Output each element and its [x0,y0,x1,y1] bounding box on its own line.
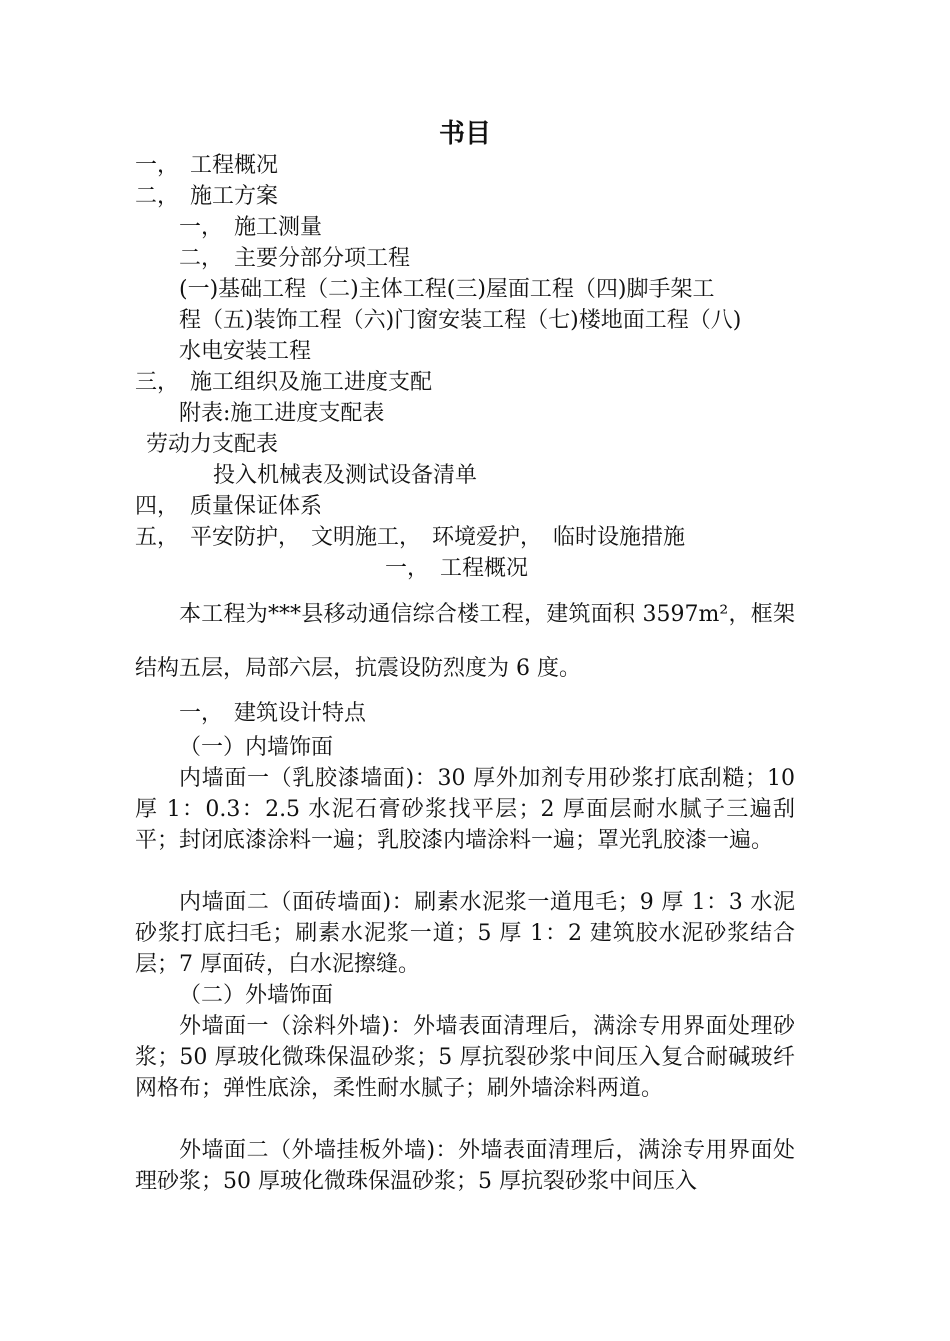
toc-item-3: 三， 施工组织及施工进度支配 [135,370,433,395]
toc-item-1: 一， 工程概况 [135,153,279,178]
sub-heading: 一， 建筑设计特点 [179,701,367,726]
toc-item-4: 四， 质量保证体系 [135,494,323,519]
overview-paragraph: 本工程为***县移动通信综合楼工程，建筑面积 3597m²，框架结构五层，局部六层，抗震设防烈度为 6 度。 [135,602,795,681]
section-heading: 一， 工程概况 [385,556,529,581]
outer-wall-paragraph-1: 外墙面一（涂料外墙)：外墙表面清理后，满涂专用界面处理砂浆；50 厚玻化微珠保温砂浆；5 厚抗裂砂浆中间压入复合耐碱玻纤网格布；弹性底涂，柔性耐水腻子；刷外墙涂料两道。 [135,1014,795,1101]
inner-wall-heading: （一）内墙饰面 [179,735,334,760]
inner-wall-paragraph-2: 内墙面二（面砖墙面)：刷素水泥浆一道甩毛；9 厚 1：3 水泥砂浆打底扫毛；刷素水泥浆一道；5 厚 1：2 建筑胶水泥砂浆结合层；7 厚面砖，白水泥擦缝。 [135,890,795,977]
toc-appendix-2: 劳动力支配表 [146,432,279,457]
toc-subitem-list-line-2: 程（五)装饰工程（六)门窗安装工程（七)楼地面工程（八) [179,308,742,333]
toc-subitem-list-line-3: 水电安装工程 [179,339,312,364]
inner-wall-paragraph-1: 内墙面一（乳胶漆墙面)：30 厚外加剂专用砂浆打底刮糙；10 厚 1：0.3：2.5 水泥石膏砂浆找平层；2 厚面层耐水腻子三遍刮平；封闭底漆涂料一遍；乳胶漆内墙涂料一遍；罩光乳胶漆一遍。 [135,766,795,853]
toc-item-5: 五， 平安防护， 文明施工， 环境爱护， 临时设施措施 [135,525,686,550]
toc-item-2: 二， 施工方案 [135,184,279,209]
toc-appendix-3: 投入机械表及测试设备清单 [213,463,478,488]
toc-subitem-list-line-1: (一)基础工程（二)主体工程(三)屋面工程（四)脚手架工 [179,277,715,302]
toc-subitem-2: 二， 主要分部分项工程 [179,246,411,271]
toc-appendix-1: 附表:施工进度支配表 [179,401,385,426]
outer-wall-paragraph-2: 外墙面二（外墙挂板外墙)：外墙表面清理后，满涂专用界面处理砂浆；50 厚玻化微珠保温砂浆；5 厚抗裂砂浆中间压入 [135,1138,795,1194]
toc-subitem-1: 一， 施工测量 [179,215,323,240]
page-title: 书目 [438,119,491,149]
outer-wall-heading: （二）外墙饰面 [179,983,334,1008]
